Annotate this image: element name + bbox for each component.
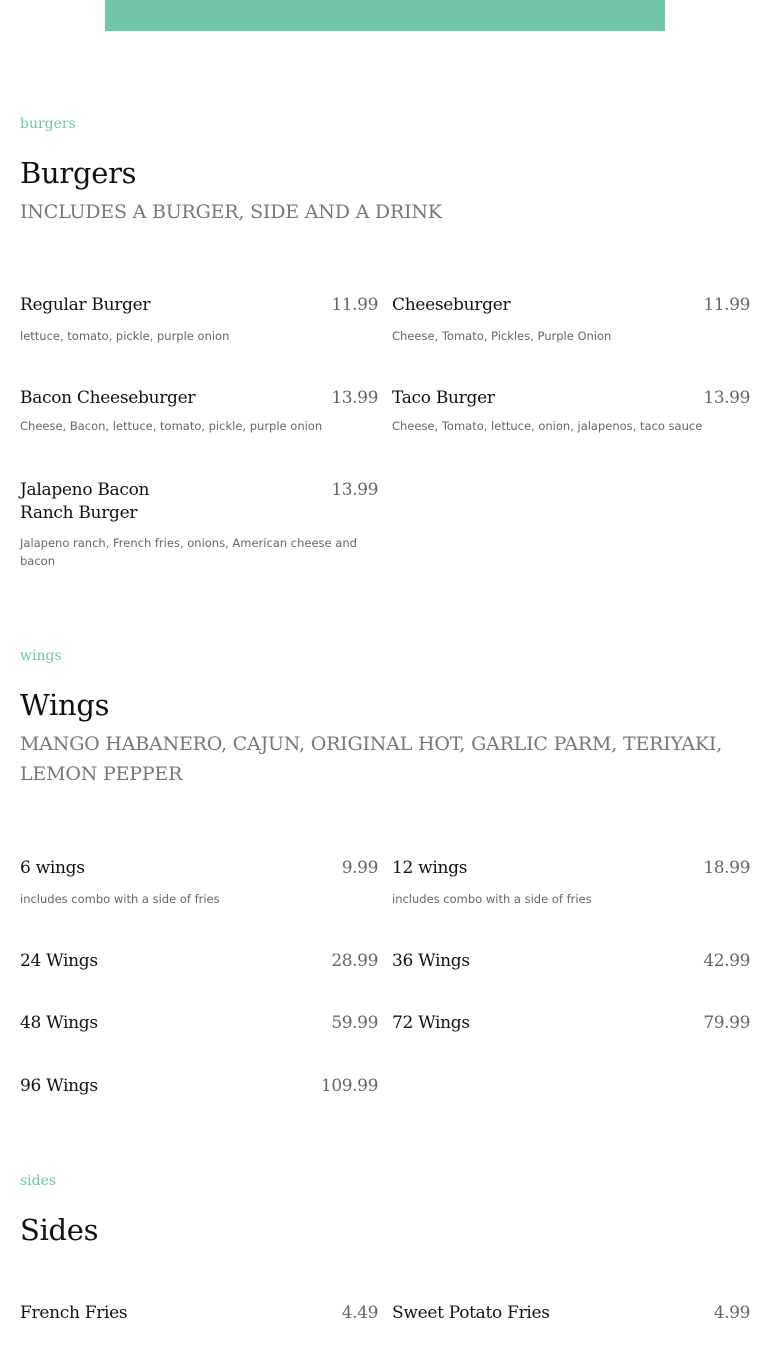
section-subtitle: MANGO HABANERO, CAJUN, ORIGINAL HOT, GARLIC PARM, TERIYAKI, LEMON PEPPER: [20, 733, 723, 785]
section-tag: wings: [20, 648, 62, 664]
item-description: Cheese, Tomato, lettuce, onion, jalapenos, taco sauce: [392, 419, 703, 433]
item-name: Regular Burger: [20, 295, 151, 315]
item-description: Jalapeno ranch, French fries, onions, American cheese and bacon: [20, 536, 357, 568]
item-price: 11.99: [703, 295, 750, 315]
menu-item[interactable]: [392, 1012, 750, 1036]
item-price: 42.99: [703, 951, 750, 971]
item-price: 9.99: [341, 858, 378, 878]
item-description: includes combo with a side of fries: [392, 892, 592, 906]
item-name: French Fries: [20, 1303, 128, 1323]
menu-item[interactable]: [20, 479, 378, 570]
item-description: Cheese, Bacon, lettuce, tomato, pickle, purple onion: [20, 419, 323, 433]
header-banner: [105, 0, 665, 31]
menu-item[interactable]: [20, 387, 378, 435]
item-name: 12 wings: [392, 858, 468, 878]
section-title: Wings: [20, 688, 110, 722]
section-sides: [20, 1172, 750, 1248]
menu-item[interactable]: [20, 1302, 378, 1326]
menu-item[interactable]: [20, 294, 378, 345]
section-wings: [20, 647, 750, 789]
item-name: Cheeseburger: [392, 295, 511, 315]
item-price: 13.99: [331, 388, 378, 408]
menu-item[interactable]: [392, 857, 750, 908]
item-name: 96 Wings: [20, 1076, 98, 1096]
item-price: 13.99: [703, 388, 750, 408]
item-name: 36 Wings: [392, 951, 470, 971]
section-burgers: [20, 115, 750, 227]
item-description: includes combo with a side of fries: [20, 892, 220, 906]
menu-item[interactable]: [392, 294, 750, 345]
item-description: Cheese, Tomato, Pickles, Purple Onion: [392, 329, 612, 343]
item-name: 48 Wings: [20, 1013, 98, 1033]
section-tag: burgers: [20, 116, 76, 132]
item-name: 6 wings: [20, 858, 85, 878]
item-description: lettuce, tomato, pickle, purple onion: [20, 329, 230, 343]
item-name: Bacon Cheeseburger: [20, 388, 196, 408]
item-name: 24 Wings: [20, 951, 98, 971]
section-tag: sides: [20, 1173, 57, 1189]
item-price: 4.99: [713, 1303, 750, 1323]
item-name: Jalapeno Bacon Ranch Burger: [20, 480, 150, 523]
item-price: 109.99: [320, 1076, 378, 1096]
menu-item[interactable]: [20, 950, 378, 974]
item-name: Sweet Potato Fries: [392, 1303, 550, 1323]
item-price: 79.99: [703, 1013, 750, 1033]
item-price: 13.99: [331, 480, 378, 500]
menu-item[interactable]: [20, 857, 378, 908]
menu-item[interactable]: [392, 387, 750, 435]
item-price: 18.99: [703, 858, 750, 878]
section-subtitle: INCLUDES A BURGER, SIDE AND A DRINK: [20, 201, 442, 223]
menu-item[interactable]: [392, 950, 750, 974]
item-price: 11.99: [331, 295, 378, 315]
item-price: 59.99: [331, 1013, 378, 1033]
menu-item[interactable]: [392, 1302, 750, 1326]
section-title: Burgers: [20, 156, 137, 190]
item-price: 4.49: [341, 1303, 378, 1323]
item-name: Taco Burger: [392, 388, 495, 408]
item-name: 72 Wings: [392, 1013, 470, 1033]
menu-item[interactable]: [20, 1012, 378, 1036]
menu-item[interactable]: [20, 1075, 378, 1099]
item-price: 28.99: [331, 951, 378, 971]
section-title: Sides: [20, 1213, 99, 1247]
